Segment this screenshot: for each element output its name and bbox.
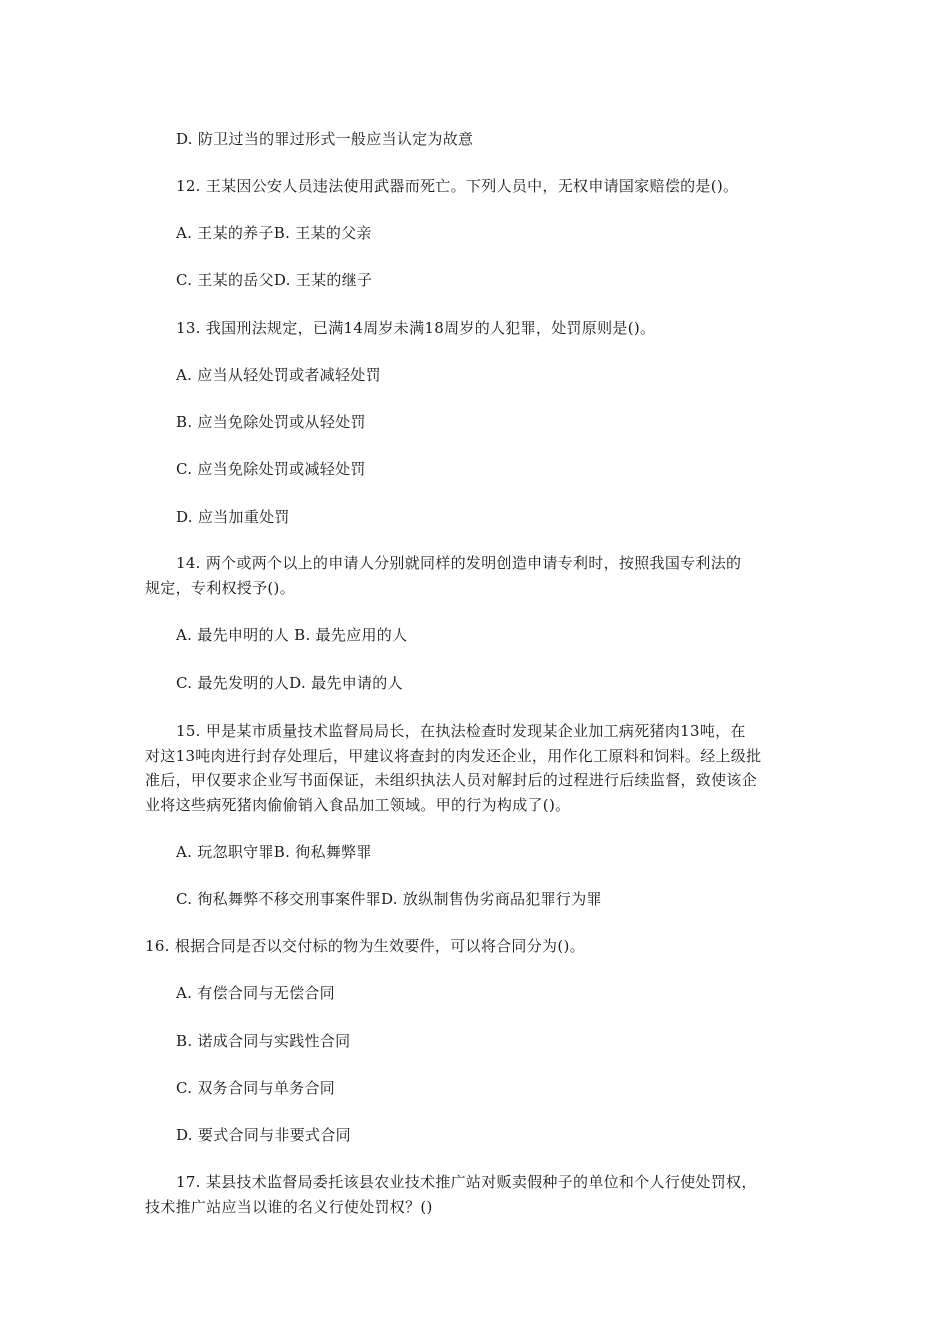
question-14-line2: 规定，专利权授予()。 [145,579,296,597]
q16-option-c: C. 双务合同与单务合同 [176,1079,336,1097]
q12-options-cd: C. 王某的岳父D. 王某的继子 [176,271,373,289]
q12-options-ab: A. 王某的养子B. 王某的父亲 [176,224,372,242]
q13-option-b: B. 应当免除处罚或从轻处罚 [176,413,366,431]
question-17-line2: 技术推广站应当以谁的名义行使处罚权？() [145,1198,433,1216]
question-15-line3: 准后，甲仅要求企业写书面保证，未组织执法人员对解封后的过程进行后续监督，致使该企 [145,771,758,789]
q16-option-b: B. 诺成合同与实践性合同 [176,1032,351,1050]
q15-options-ab: A. 玩忽职守罪B. 徇私舞弊罪 [176,843,372,861]
q13-option-d: D. 应当加重处罚 [176,508,290,526]
q13-option-c: C. 应当免除处罚或减轻处罚 [176,460,366,478]
question-12: 12. 王某因公安人员违法使用武器而死亡。下列人员中，无权申请国家赔偿的是()。 [176,177,739,195]
q14-options-ab: A. 最先申明的人 B. 最先应用的人 [176,626,408,644]
question-17-line1: 17. 某县技术监督局委托该县农业技术推广站对贩卖假种子的单位和个人行使处罚权， [176,1173,757,1191]
q14-options-cd: C. 最先发明的人D. 最先申请的人 [176,674,403,692]
question-14-line1: 14. 两个或两个以上的申请人分别就同样的发明创造申请专利时，按照我国专利法的 [176,554,742,572]
q16-option-a: A. 有偿合同与无偿合同 [176,984,335,1002]
q13-option-a: A. 应当从轻处罚或者减轻处罚 [176,366,381,384]
question-15-line1: 15. 甲是某市质量技术监督局局长，在执法检查时发现某企业加工病死猪肉13吨，在 [176,722,746,740]
question-13: 13. 我国刑法规定，已满14周岁未满18周岁的人犯罪，处罚原则是()。 [176,319,656,337]
q16-option-d: D. 要式合同与非要式合同 [176,1126,351,1144]
question-16: 16. 根据合同是否以交付标的物为生效要件，可以将合同分为()。 [145,937,585,955]
question-15-line4: 业将这些病死猪肉偷偷销入食品加工领域。甲的行为构成了()。 [145,796,571,814]
q11-option-d: D. 防卫过当的罪过形式一般应当认定为故意 [176,130,474,148]
q15-options-cd: C. 徇私舞弊不移交刑事案件罪D. 放纵制售伪劣商品犯罪行为罪 [176,890,602,908]
question-15-line2: 对这13吨肉进行封存处理后，甲建议将查封的肉发还企业，用作化工原料和饲料。经上级批 [145,747,762,765]
